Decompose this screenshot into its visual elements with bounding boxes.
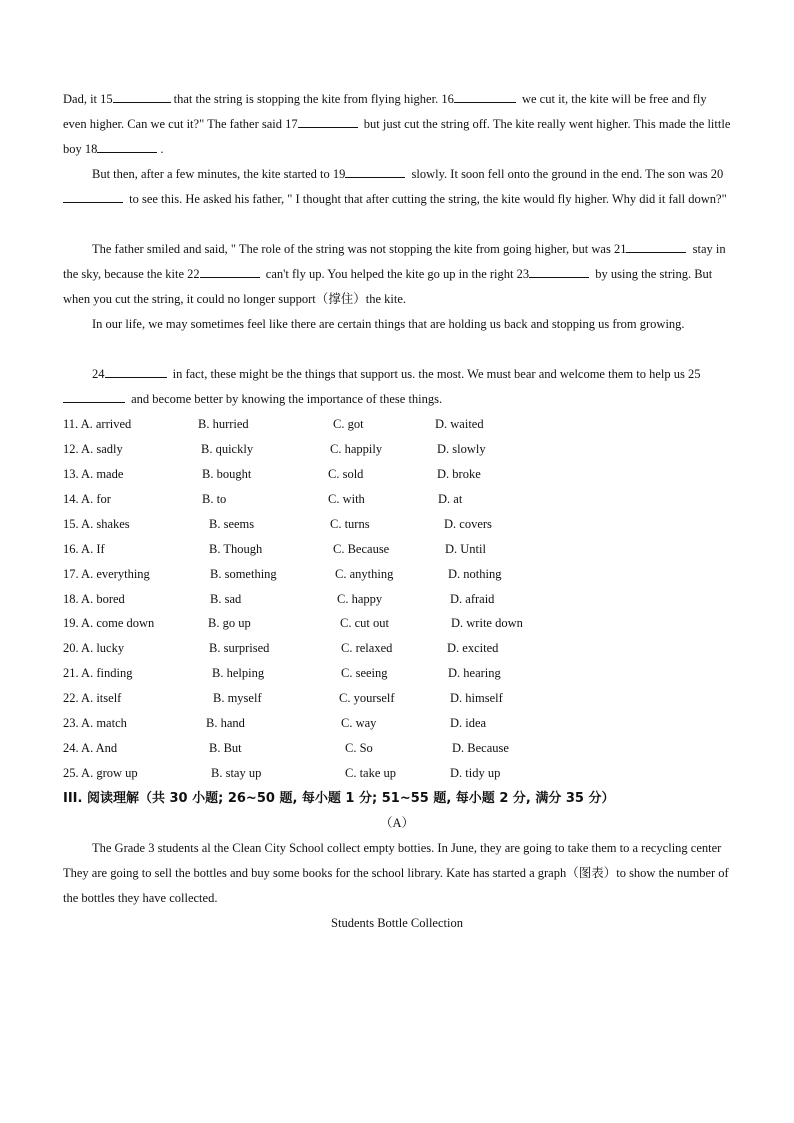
- option-c[interactable]: C. anything: [335, 566, 394, 581]
- passage-text: in fact, these might be the things that support us. the most. We must bear and welcome them to help us 25: [169, 367, 701, 381]
- answer-blank[interactable]: [200, 265, 260, 278]
- option-d[interactable]: D. idea: [450, 716, 487, 731]
- option-c[interactable]: C. turns: [330, 516, 370, 531]
- option-a[interactable]: 14. A. for: [63, 491, 111, 506]
- option-a[interactable]: 23. A. match: [63, 716, 127, 731]
- option-row: [63, 437, 731, 462]
- answer-blank[interactable]: [626, 240, 686, 253]
- option-a[interactable]: 15. A. shakes: [63, 516, 130, 531]
- passage-text: we cut it, the kite will be free and fly even higher. Can we cut it?" The father said 17: [63, 92, 707, 131]
- passage-text: can't fly up. You helped the kite go up in the right 23: [262, 267, 530, 281]
- option-c[interactable]: C. happy: [337, 591, 383, 606]
- passage-para-1: [63, 87, 731, 162]
- option-d[interactable]: D. hearing: [448, 666, 501, 681]
- option-c[interactable]: C. So: [345, 741, 373, 756]
- option-d[interactable]: D. Because: [452, 741, 509, 756]
- reading-a-paragraph: The Grade 3 students al the Clean City School collect empty botties. In June, they are going to take them to a recycling center They are going to sell the bottles and buy some books for the school library. Kate has started a graph（图表）to show the number of the bottles they have collected.: [63, 841, 729, 905]
- option-row: [63, 487, 731, 512]
- option-d[interactable]: D. Until: [445, 541, 486, 556]
- option-d[interactable]: D. covers: [444, 516, 492, 531]
- option-row: [63, 661, 731, 686]
- option-row: [63, 537, 731, 562]
- passage-text: .: [160, 142, 164, 156]
- answer-blank[interactable]: [113, 90, 171, 103]
- option-b[interactable]: B. go up: [208, 616, 251, 631]
- option-row: [63, 462, 731, 487]
- passage-text: In our life, we may sometimes feel like there are certain things that are holding us back and stopping us from growing.: [92, 317, 685, 331]
- option-d[interactable]: D. waited: [435, 417, 484, 431]
- option-c[interactable]: C. cut out: [340, 616, 389, 631]
- option-c[interactable]: C. take up: [345, 766, 397, 781]
- option-b[interactable]: B. to: [202, 491, 227, 506]
- option-c[interactable]: C. seeing: [341, 666, 388, 681]
- passage-text: that the string is stopping the kite from flying higher. 16: [173, 92, 454, 106]
- option-c[interactable]: C. yourself: [339, 691, 395, 706]
- passage-text: Dad, it 15: [63, 92, 113, 106]
- option-d[interactable]: D. afraid: [450, 591, 495, 606]
- option-row: [63, 412, 731, 437]
- option-b[interactable]: B. hand: [206, 716, 245, 731]
- passage-para-4: [63, 312, 731, 337]
- passage-text: The father smiled and said, " The role of the string was not stopping the kite from going higher, but was 21: [92, 242, 627, 256]
- option-b[interactable]: B. bought: [202, 466, 252, 481]
- option-d[interactable]: D. slowly: [437, 441, 486, 456]
- option-row: [63, 636, 731, 661]
- part-label: （A）: [379, 816, 415, 830]
- option-a[interactable]: 11. A. arrived: [63, 417, 132, 431]
- passage-text: stay in the sky, because the kite 22: [63, 242, 726, 281]
- option-c[interactable]: C. Because: [333, 541, 390, 556]
- passage-text: by using the string. But when you cut the string, it could no longer support（撑住）the kite.: [63, 267, 713, 306]
- answer-blank[interactable]: [97, 140, 157, 153]
- option-row: [63, 611, 731, 636]
- option-b[interactable]: B. seems: [209, 516, 255, 531]
- option-b[interactable]: B. myself: [213, 691, 262, 706]
- option-b[interactable]: B. helping: [212, 666, 265, 681]
- passage-text: But then, after a few minutes, the kite started to 19: [92, 167, 346, 181]
- option-d[interactable]: D. excited: [447, 641, 499, 656]
- passage-text: slowly. It soon fell onto the ground in the end. The son was 20: [408, 167, 724, 181]
- option-a[interactable]: 19. A. come down: [63, 616, 155, 631]
- answer-blank[interactable]: [529, 265, 589, 278]
- option-d[interactable]: D. himself: [450, 691, 503, 706]
- answer-blank[interactable]: [298, 115, 358, 128]
- graph-title: Students Bottle Collection: [331, 916, 463, 930]
- passage-text: to see this. He asked his father, " I thought that after cutting the string, the kite would fly higher. Why did it fall down?": [126, 192, 727, 206]
- option-a[interactable]: 12. A. sadly: [63, 441, 123, 456]
- option-c[interactable]: C. way: [341, 716, 377, 731]
- option-d[interactable]: D. at: [438, 491, 463, 506]
- option-c[interactable]: C. with: [328, 491, 365, 506]
- option-row: [63, 711, 731, 736]
- option-a[interactable]: 24. A. And: [63, 741, 118, 756]
- answer-blank[interactable]: [345, 165, 405, 178]
- option-b[interactable]: B. quickly: [201, 441, 254, 456]
- option-d[interactable]: D. write down: [451, 616, 523, 631]
- option-row: [63, 761, 731, 786]
- option-row: [63, 562, 731, 587]
- answer-blank[interactable]: [105, 365, 167, 378]
- option-c[interactable]: C. relaxed: [341, 641, 393, 656]
- option-c[interactable]: C. got: [333, 417, 364, 431]
- option-b[interactable]: B. But: [209, 741, 242, 756]
- option-c[interactable]: C. sold: [328, 466, 364, 481]
- option-a[interactable]: 22. A. itself: [63, 691, 122, 706]
- passage-text: but just cut the string off. The kite really went higher. This made the little boy 18: [63, 117, 731, 156]
- option-d[interactable]: D. tidy up: [450, 766, 501, 781]
- option-b[interactable]: B. hurried: [198, 417, 249, 431]
- option-row: [63, 736, 731, 761]
- option-b[interactable]: B. something: [210, 566, 277, 581]
- option-row: [63, 512, 731, 537]
- option-a[interactable]: 18. A. bored: [63, 591, 125, 606]
- option-a[interactable]: 25. A. grow up: [63, 766, 138, 781]
- answer-blank[interactable]: [454, 90, 516, 103]
- option-b[interactable]: B. surprised: [209, 641, 270, 656]
- option-a[interactable]: 20. A. lucky: [63, 641, 125, 656]
- option-a[interactable]: 17. A. everything: [63, 566, 150, 581]
- passage-para-3: [63, 237, 731, 312]
- passage-para-5: [63, 362, 731, 412]
- passage-text: and become better by knowing the importance of these things.: [128, 392, 443, 406]
- option-d[interactable]: D. nothing: [448, 566, 502, 581]
- passage-para-2: [63, 162, 731, 212]
- option-row: [63, 686, 731, 711]
- option-a[interactable]: 13. A. made: [63, 466, 124, 481]
- option-d[interactable]: D. broke: [437, 466, 481, 481]
- option-row: [63, 587, 731, 612]
- option-c[interactable]: C. happily: [330, 441, 383, 456]
- answer-blank[interactable]: [63, 190, 123, 203]
- option-a[interactable]: 16. A. If: [63, 541, 105, 556]
- answer-blank[interactable]: [63, 390, 125, 403]
- option-b[interactable]: B. Though: [209, 541, 263, 556]
- option-b[interactable]: B. sad: [210, 591, 242, 606]
- option-a[interactable]: 21. A. finding: [63, 666, 133, 681]
- section-title: III. 阅读理解（共 30 小题; 26~50 题, 每小题 1 分; 51~55 题, 每小题 2 分, 满分 35 分）: [63, 791, 615, 806]
- option-b[interactable]: B. stay up: [211, 766, 262, 781]
- passage-text: 24: [92, 367, 105, 381]
